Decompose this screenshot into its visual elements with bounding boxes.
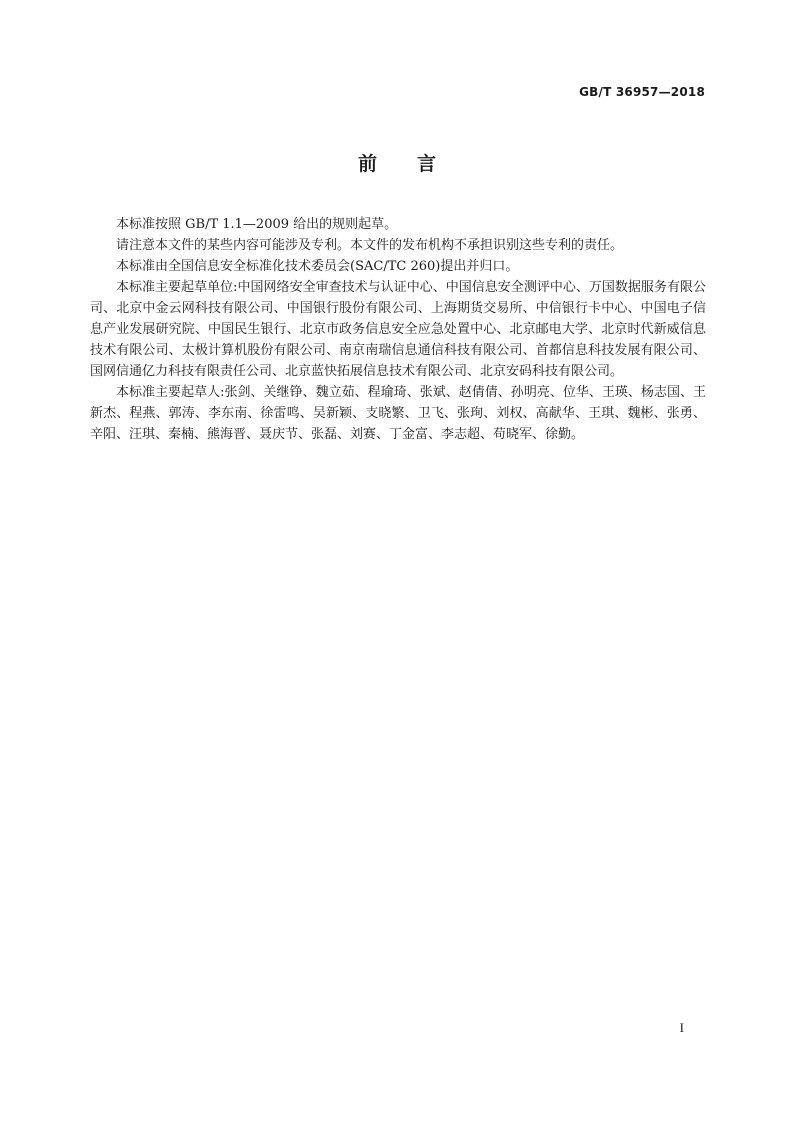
- paragraph-drafting-rules: 本标准按照 GB/T 1.1—2009 给出的规则起草。: [116, 217, 398, 232]
- paragraph-drafters: 本标准主要起草人:张剑、关继铮、魏立茹、程瑜琦、张斌、赵倩倩、孙明亮、位华、王瑛、杨志国、王新杰、程燕、郭涛、李东南、徐雷鸣、吴新颖、支晓繁、卫飞、张珣、刘权、高献华、王琪、魏彬、张勇、辛阳、汪琪、秦楠、熊海晋、聂庆节、张磊、刘赛、丁金富、李志超、苟晓军、徐勤。: [90, 385, 706, 442]
- paragraph-proposer: 本标准由全国信息安全标准化技术委员会(SAC/TC 260)提出并归口。: [116, 259, 519, 274]
- foreword-body: [90, 214, 706, 445]
- page-title: 前言: [357, 153, 476, 175]
- paragraph-drafting-units: 本标准主要起草单位:中国网络安全审查技术与认证中心、中国信息安全测评中心、万国数据服务有限公司、北京中金云网科技有限公司、中国银行股份有限公司、上海期货交易所、中信银行卡中心、中国电子信息产业发展研究院、中国民生银行、北京市政务信息安全应急处置中心、北京邮电大学、北京时代新威信息技术有限公司、太极计算机股份有限公司、南京南瑞信息通信科技有限公司、首都信息科技发展有限公司、国网信通亿力科技有限责任公司、北京蓝快拓展信息技术有限公司、北京安码科技有限公司。: [90, 280, 706, 379]
- paragraph-patent-notice: 请注意本文件的某些内容可能涉及专利。本文件的发布机构不承担识别这些专利的责任。: [116, 238, 624, 253]
- page-number: I: [679, 1020, 684, 1035]
- standard-number: GB/T 36957—2018: [579, 85, 705, 99]
